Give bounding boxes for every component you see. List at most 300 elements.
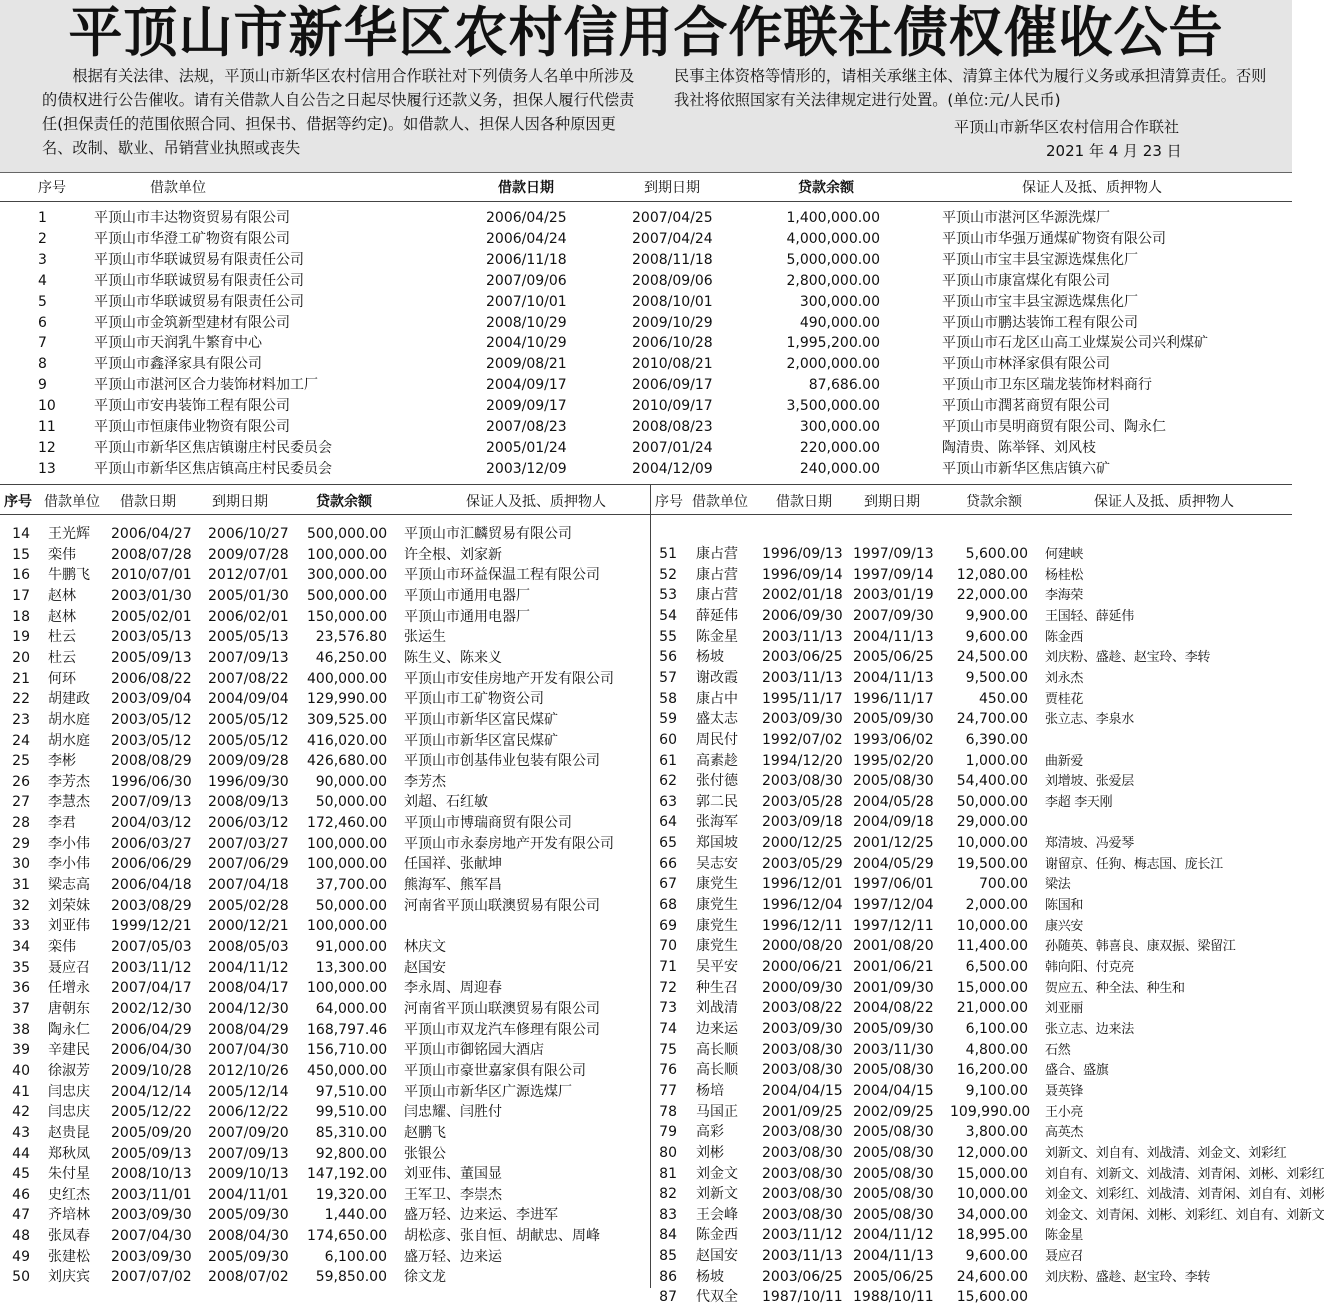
cell-borrower: 平顶山市丰达物资贸易有限公司 [94, 210, 290, 226]
cell-borrower: 高素趁 [696, 752, 738, 769]
cell-loan-date: 2006/06/29 [111, 856, 192, 873]
cell-number: 53 [659, 587, 677, 604]
cell-due-date: 2003/01/19 [853, 587, 934, 604]
cell-number: 12 [38, 439, 56, 456]
cell-borrower: 杨坡 [696, 649, 724, 666]
cell-due-date: 2012/07/01 [208, 567, 289, 584]
cell-guarantor: 平顶山市豪世嘉家俱有限公司 [404, 1062, 586, 1079]
cell-number: 36 [12, 980, 30, 997]
cell-number: 87 [659, 1289, 677, 1306]
cell-number: 29 [12, 835, 30, 852]
cell-number: 23 [12, 711, 30, 728]
cell-number: 28 [12, 815, 30, 832]
cell-number: 72 [659, 979, 677, 996]
cell-borrower: 李芳杰 [48, 773, 90, 790]
cell-due-date: 2005/08/30 [853, 1206, 934, 1223]
cell-loan-date: 2006/04/24 [486, 230, 567, 247]
cell-due-date: 2007/09/30 [853, 607, 934, 624]
cell-number: 43 [12, 1124, 30, 1141]
col-header-balance: 贷款余额 [316, 494, 372, 510]
cell-borrower: 康占中 [696, 690, 738, 707]
cell-number: 66 [659, 855, 677, 872]
cell-borrower: 平顶山市华联诚贸易有限责任公司 [94, 272, 304, 289]
table-row [0, 916, 1292, 937]
cell-due-date: 2006/03/12 [208, 815, 289, 832]
cell-loan-date: 2003/09/30 [762, 1020, 843, 1037]
cell-guarantor: 张银公 [404, 1145, 446, 1162]
cell-loan-date: 2000/08/20 [762, 938, 843, 955]
cell-balance: 34,000.00 [956, 1206, 1028, 1223]
cell-due-date: 2007/09/13 [208, 649, 289, 666]
cell-due-date: 2007/06/29 [208, 856, 289, 873]
cell-number: 14 [12, 526, 30, 542]
cell-guarantor: 盛合、盛旗 [1045, 1063, 1109, 1079]
cell-balance: 24,600.00 [956, 1268, 1028, 1285]
col-header-guarantor: 保证人及抵、质押物人 [1022, 180, 1162, 196]
cell-loan-date: 1996/12/11 [762, 917, 843, 934]
cell-due-date: 2008/09/13 [208, 794, 289, 811]
cell-due-date: 2002/09/25 [853, 1103, 934, 1120]
cell-loan-date: 2003/11/13 [762, 628, 843, 645]
cell-due-date: 2004/04/15 [853, 1082, 934, 1099]
table-row [0, 375, 1292, 396]
cell-guarantor: 平顶山市卫东区瑞龙装饰材料商行 [942, 377, 1152, 394]
cell-borrower: 薛延伟 [696, 607, 738, 624]
cell-borrower: 种生召 [696, 979, 738, 996]
col-header-guarantor: 保证人及抵、质押物人 [1094, 494, 1234, 510]
cell-number: 2 [38, 230, 47, 247]
cell-due-date: 2005/09/30 [853, 711, 934, 728]
table-row [0, 1287, 1292, 1308]
cell-balance: 87,686.00 [808, 377, 880, 394]
cell-due-date: 2004/11/12 [208, 959, 289, 976]
cell-guarantor: 赵国安 [404, 959, 446, 976]
cell-loan-date: 2006/09/30 [762, 607, 843, 624]
cell-due-date: 2005/08/30 [853, 1144, 934, 1161]
cell-loan-date: 2007/10/01 [486, 293, 567, 310]
cell-balance: 6,390.00 [965, 731, 1028, 748]
cell-due-date: 2004/11/13 [853, 669, 934, 686]
cell-loan-date: 2003/09/30 [111, 1207, 192, 1224]
cell-borrower: 吴平安 [696, 959, 738, 975]
cell-loan-date: 2003/08/30 [762, 1041, 843, 1058]
cell-number: 86 [659, 1268, 677, 1285]
cell-borrower: 康占营 [696, 566, 738, 583]
cell-number: 47 [12, 1207, 30, 1224]
cell-due-date: 2008/08/23 [632, 419, 713, 435]
cell-number: 84 [659, 1227, 677, 1244]
cell-number: 3 [38, 251, 47, 268]
cell-loan-date: 2003/08/29 [111, 897, 192, 914]
cell-borrower: 牛鹏飞 [48, 567, 90, 584]
cell-borrower: 马国正 [696, 1103, 738, 1120]
cell-balance: 37,700.00 [315, 877, 387, 894]
cell-due-date: 2006/10/28 [632, 335, 713, 352]
cell-loan-date: 1996/09/14 [762, 566, 843, 583]
table-row [0, 1143, 1292, 1164]
cell-balance: 50,000.00 [315, 794, 387, 811]
cell-guarantor: 李超 李天刚 [1045, 794, 1113, 810]
cell-loan-date: 2003/06/25 [762, 1268, 843, 1285]
cell-due-date: 2001/06/21 [853, 959, 934, 975]
cell-number: 57 [659, 669, 677, 686]
cell-due-date: 2001/08/20 [853, 938, 934, 955]
cell-number: 26 [12, 773, 30, 790]
cell-loan-date: 2001/09/25 [762, 1103, 843, 1120]
cell-borrower: 平顶山市华联诚贸易有限责任公司 [94, 293, 304, 310]
cell-guarantor: 平顶山市通用电器厂 [404, 608, 530, 625]
cell-borrower: 康占营 [696, 546, 738, 562]
cell-balance: 100,000.00 [307, 856, 388, 873]
cell-guarantor: 刘永杰 [1045, 670, 1084, 686]
cell-borrower: 赵国安 [696, 1248, 738, 1265]
cell-loan-date: 2007/05/03 [111, 939, 192, 955]
cell-balance: 9,100.00 [965, 1082, 1028, 1099]
cell-guarantor: 刘庆粉、盛趁、赵宝玲、李转 [1045, 650, 1211, 666]
cell-loan-date: 1996/12/04 [762, 897, 843, 914]
cell-guarantor: 王军卫、李崇杰 [404, 1186, 502, 1203]
cell-number: 11 [38, 419, 56, 435]
cell-due-date: 1993/06/02 [853, 731, 934, 748]
table-row [0, 978, 1292, 999]
cell-balance: 220,000.00 [799, 439, 880, 456]
cell-number: 42 [12, 1104, 30, 1121]
cell-borrower: 刘荣妹 [48, 897, 90, 914]
cell-number: 31 [12, 877, 30, 894]
cell-guarantor: 平顶山市华强万通煤矿物资有限公司 [942, 230, 1166, 247]
cell-due-date: 2007/04/30 [208, 1042, 289, 1059]
cell-balance: 11,400.00 [956, 938, 1028, 955]
cell-guarantor: 郑清坡、冯爱琴 [1045, 836, 1134, 852]
cell-guarantor: 何建峡 [1045, 547, 1084, 562]
table-row [0, 730, 1292, 751]
cell-due-date: 2000/12/21 [208, 918, 289, 935]
cell-guarantor: 孙随英、韩喜良、康双振、梁留江 [1045, 939, 1236, 955]
cell-balance: 3,500,000.00 [786, 398, 880, 415]
cell-guarantor: 任国祥、张献坤 [404, 856, 502, 873]
cell-due-date: 2004/08/22 [853, 1000, 934, 1017]
cell-loan-date: 1996/12/01 [762, 876, 843, 893]
cell-loan-date: 2004/09/17 [486, 377, 567, 394]
cell-balance: 9,500.00 [965, 669, 1028, 686]
cell-number: 83 [659, 1206, 677, 1223]
cell-balance: 23,576.80 [315, 629, 387, 646]
cell-due-date: 1997/12/11 [853, 917, 934, 934]
cell-guarantor: 河南省平顶山联澳贸易有限公司 [404, 897, 600, 914]
cell-due-date: 2006/02/01 [208, 608, 289, 625]
cell-balance: 9,900.00 [965, 607, 1028, 624]
table-row [0, 544, 1292, 565]
cell-number: 65 [659, 835, 677, 852]
cell-guarantor: 刘亚伟、董国显 [404, 1166, 502, 1183]
cell-number: 45 [12, 1166, 30, 1183]
cell-number: 39 [12, 1042, 30, 1059]
cell-borrower: 刘新文 [696, 1186, 738, 1203]
cell-loan-date: 1996/06/30 [111, 773, 192, 790]
cell-borrower: 李小伟 [48, 835, 90, 852]
cell-loan-date: 1995/11/17 [762, 690, 843, 707]
cell-due-date: 2009/10/13 [208, 1166, 289, 1183]
table-row [0, 417, 1292, 438]
cell-guarantor: 盛万轻、边来运 [404, 1248, 502, 1265]
cell-guarantor: 平顶山市汇麟贸易有限公司 [404, 526, 572, 542]
cell-guarantor: 梁法 [1045, 877, 1071, 893]
cell-balance: 450.00 [979, 690, 1028, 707]
cell-number: 69 [659, 917, 677, 934]
col-header-borrower: 借款单位 [692, 494, 748, 510]
cell-loan-date: 2003/11/13 [762, 1248, 843, 1265]
cell-borrower: 胡建政 [48, 691, 90, 708]
cell-due-date: 2004/11/12 [853, 1227, 934, 1244]
cell-guarantor: 贾桂花 [1045, 691, 1084, 707]
cell-balance: 4,800.00 [965, 1041, 1028, 1058]
cell-loan-date: 2009/09/17 [486, 398, 567, 415]
cell-borrower: 刘战清 [696, 1000, 738, 1017]
cell-borrower: 李彬 [48, 753, 76, 770]
cell-number: 34 [12, 939, 30, 955]
cell-borrower: 平顶山市天润乳牛繁育中心 [94, 335, 262, 352]
cell-due-date: 2004/12/30 [208, 1000, 289, 1017]
table-row [0, 647, 1292, 668]
table-row [0, 895, 1292, 916]
divider [0, 514, 1292, 515]
table-row [0, 333, 1292, 354]
cell-borrower: 陈金星 [696, 628, 738, 645]
cell-number: 60 [659, 731, 677, 748]
cell-guarantor: 聂应召 [1045, 1249, 1084, 1265]
cell-borrower: 代双全 [696, 1289, 738, 1306]
cell-number: 73 [659, 1000, 677, 1017]
cell-loan-date: 2008/10/13 [111, 1166, 192, 1183]
table-row [0, 1019, 1292, 1040]
cell-loan-date: 2004/04/15 [762, 1082, 843, 1099]
cell-due-date: 2012/10/26 [208, 1062, 289, 1079]
cell-balance: 16,200.00 [956, 1062, 1028, 1079]
cell-loan-date: 2000/09/30 [762, 979, 843, 996]
cell-loan-date: 1996/09/13 [762, 546, 843, 562]
cell-loan-date: 2000/06/21 [762, 959, 843, 975]
col-header-guarantor: 保证人及抵、质押物人 [466, 494, 606, 510]
cell-balance: 2,800,000.00 [786, 272, 880, 289]
cell-loan-date: 2008/10/29 [486, 314, 567, 331]
cell-due-date: 2005/05/12 [208, 732, 289, 749]
cell-balance: 700.00 [979, 876, 1028, 893]
cell-balance: 9,600.00 [965, 628, 1028, 645]
cell-guarantor: 平顶山市石龙区山高工业煤炭公司兴利煤矿 [942, 335, 1208, 352]
cell-borrower: 康党生 [696, 917, 738, 934]
cell-balance: 1,400,000.00 [786, 210, 880, 226]
cell-balance: 18,995.00 [956, 1227, 1028, 1244]
cell-borrower: 任增永 [48, 980, 90, 997]
cell-guarantor: 平顶山市宝丰县宝源选煤焦化厂 [942, 293, 1138, 310]
cell-borrower: 赵贵昆 [48, 1124, 90, 1141]
cell-due-date: 2010/09/17 [632, 398, 713, 415]
cell-loan-date: 2003/11/12 [111, 959, 192, 976]
table-row [0, 998, 1292, 1019]
cell-due-date: 2006/09/17 [632, 377, 713, 394]
table-row [0, 936, 1292, 957]
cell-loan-date: 2009/08/21 [486, 356, 567, 373]
cell-number: 68 [659, 897, 677, 914]
table-row [0, 1184, 1324, 1205]
cell-loan-date: 2006/03/27 [111, 835, 192, 852]
cell-loan-date: 2003/09/30 [762, 711, 843, 728]
table-row [0, 271, 1292, 292]
cell-guarantor: 陈金西 [1045, 629, 1084, 645]
cell-number: 20 [12, 649, 30, 666]
cell-borrower: 康党生 [696, 876, 738, 893]
table-row [0, 1205, 1324, 1226]
cell-due-date: 2004/11/13 [853, 1248, 934, 1265]
cell-loan-date: 2003/05/12 [111, 732, 192, 749]
cell-balance: 85,310.00 [315, 1124, 387, 1141]
cell-due-date: 2008/05/03 [208, 939, 289, 955]
cell-guarantor: 高英杰 [1045, 1125, 1084, 1141]
cell-number: 24 [12, 732, 30, 749]
cell-number: 74 [659, 1020, 677, 1037]
cell-guarantor: 胡松彦、张自恒、胡献忠、周峰 [404, 1228, 600, 1245]
cell-number: 40 [12, 1062, 30, 1079]
cell-guarantor: 刘亚丽 [1045, 1001, 1084, 1017]
cell-guarantor: 刘超、石红敏 [404, 794, 488, 811]
cell-loan-date: 2006/04/27 [111, 526, 192, 542]
cell-borrower: 张建松 [48, 1248, 90, 1265]
cell-number: 46 [12, 1186, 30, 1203]
cell-balance: 100,000.00 [307, 918, 388, 935]
cell-number: 56 [659, 649, 677, 666]
cell-number: 81 [659, 1165, 677, 1182]
table-row [0, 854, 1292, 875]
cell-guarantor: 河南省平顶山联澳贸易有限公司 [404, 1000, 600, 1017]
cell-loan-date: 2007/04/17 [111, 980, 192, 997]
col-header-borrower: 借款单位 [150, 180, 206, 196]
cell-borrower: 陶永仁 [48, 1021, 90, 1038]
col-header-loan-date: 借款日期 [498, 180, 554, 196]
cell-loan-date: 2006/11/18 [486, 251, 567, 268]
cell-loan-date: 2004/10/29 [486, 335, 567, 352]
cell-guarantor: 林庆文 [404, 939, 446, 955]
table-row [0, 1164, 1324, 1185]
table-row [0, 459, 1292, 480]
cell-due-date: 2005/12/14 [208, 1083, 289, 1100]
col-header-due-date: 到期日期 [212, 494, 268, 510]
cell-due-date: 1996/11/17 [853, 690, 934, 707]
cell-borrower: 刘庆宾 [48, 1269, 90, 1286]
cell-due-date: 2007/04/24 [632, 230, 713, 247]
cell-balance: 426,680.00 [307, 753, 388, 770]
cell-number: 13 [38, 460, 56, 477]
cell-number: 85 [659, 1248, 677, 1265]
table-row [0, 1102, 1292, 1123]
cell-borrower: 栾伟 [48, 546, 76, 563]
cell-number: 78 [659, 1103, 677, 1120]
cell-loan-date: 2002/01/18 [762, 587, 843, 604]
cell-loan-date: 2010/07/01 [111, 567, 192, 584]
cell-due-date: 2004/05/28 [853, 793, 934, 810]
cell-number: 55 [659, 628, 677, 645]
cell-guarantor: 平顶山市通用电器厂 [404, 587, 530, 604]
cell-guarantor: 张运生 [404, 629, 446, 646]
table-row [0, 1060, 1292, 1081]
cell-number: 10 [38, 398, 56, 415]
cell-number: 5 [38, 293, 47, 310]
table-row [0, 792, 1292, 813]
cell-loan-date: 2003/08/30 [762, 1206, 843, 1223]
cell-borrower: 王会峰 [696, 1206, 738, 1223]
table-row [0, 668, 1292, 689]
cell-guarantor: 陈生义、陈来义 [404, 649, 502, 666]
cell-borrower: 胡水庭 [48, 711, 90, 728]
cell-balance: 13,300.00 [315, 959, 387, 976]
cell-number: 70 [659, 938, 677, 955]
cell-borrower: 平顶山市新华区焦店镇谢庄村民委员会 [94, 439, 332, 456]
cell-loan-date: 2006/04/30 [111, 1042, 192, 1059]
cell-guarantor: 贺应五、种全法、种生和 [1045, 980, 1185, 996]
cell-guarantor: 盛万轻、边来运、李进军 [404, 1207, 558, 1224]
cell-guarantor: 平顶山市康富煤化有限公司 [942, 272, 1110, 289]
cell-balance: 100,000.00 [307, 546, 388, 563]
cell-loan-date: 2008/08/29 [111, 753, 192, 770]
cell-guarantor: 陶清贵、陈举铎、刘风枝 [942, 439, 1096, 456]
cell-guarantor: 杨桂松 [1045, 567, 1084, 583]
cell-due-date: 2005/06/25 [853, 649, 934, 666]
cell-borrower: 杜云 [48, 649, 76, 666]
cell-loan-date: 2003/08/30 [762, 1062, 843, 1079]
cell-balance: 4,000,000.00 [786, 230, 880, 247]
cell-guarantor: 平顶山市鹏达装饰工程有限公司 [942, 314, 1138, 331]
cell-balance: 19,320.00 [315, 1186, 387, 1203]
cell-loan-date: 2006/04/25 [486, 210, 567, 226]
cell-due-date: 2008/04/17 [208, 980, 289, 997]
cell-borrower: 刘彬 [696, 1144, 724, 1161]
cell-borrower: 张海军 [696, 814, 738, 831]
cell-number: 67 [659, 876, 677, 893]
cell-loan-date: 2007/07/02 [111, 1269, 192, 1286]
cell-balance: 500,000.00 [307, 526, 388, 542]
cell-guarantor: 聂英锋 [1045, 1083, 1084, 1099]
cell-borrower: 平顶山市新华区焦店镇高庄村民委员会 [94, 460, 332, 477]
cell-guarantor: 李海荣 [1045, 588, 1084, 604]
cell-loan-date: 1987/10/11 [762, 1289, 843, 1306]
cell-balance: 450,000.00 [307, 1062, 388, 1079]
cell-balance: 490,000.00 [799, 314, 880, 331]
cell-due-date: 2004/09/04 [208, 691, 289, 708]
cell-balance: 91,000.00 [315, 939, 387, 955]
cell-guarantor: 平顶山市安佳房地产开发有限公司 [404, 670, 614, 687]
cell-due-date: 2005/01/30 [208, 587, 289, 604]
table-row [0, 1267, 1292, 1288]
notice-paragraph-left: 根据有关法律、法规，平顶山市新华区农村信用合作联社对下列债务人名单中所涉及的债权进行公告催收。请有关借款人自公告之日起尽快履行还款义务，担保人履行代偿责任(担保责任的范围依照合同、担保书、借据等约定)。如借款人、担保人因各种原因更名、改制、歇业、吊销营业执照或丧失 [42, 67, 635, 157]
divider [0, 484, 1292, 485]
cell-guarantor: 刘新文、刘自有、刘战清、刘金文、刘彩红 [1045, 1145, 1287, 1161]
cell-due-date: 2004/12/09 [632, 460, 713, 477]
cell-borrower: 闫忠庆 [48, 1104, 90, 1121]
cell-due-date: 2005/06/25 [853, 1268, 934, 1285]
cell-loan-date: 2006/08/22 [111, 670, 192, 687]
cell-due-date: 2005/09/30 [208, 1207, 289, 1224]
cell-number: 63 [659, 793, 677, 810]
table-row [0, 292, 1292, 313]
cell-due-date: 2005/08/30 [853, 1186, 934, 1203]
cell-borrower: 吴志安 [696, 855, 738, 872]
cell-borrower: 徐淑芳 [48, 1062, 90, 1079]
cell-borrower: 平顶山市鑫泽家具有限公司 [94, 356, 262, 373]
cell-guarantor: 平顶山市御铭园大酒店 [404, 1042, 544, 1059]
cell-guarantor: 王国轻、薛延伟 [1045, 608, 1134, 624]
cell-number: 71 [659, 959, 677, 975]
cell-borrower: 谢改霞 [696, 669, 738, 686]
cell-loan-date: 2003/05/12 [111, 711, 192, 728]
